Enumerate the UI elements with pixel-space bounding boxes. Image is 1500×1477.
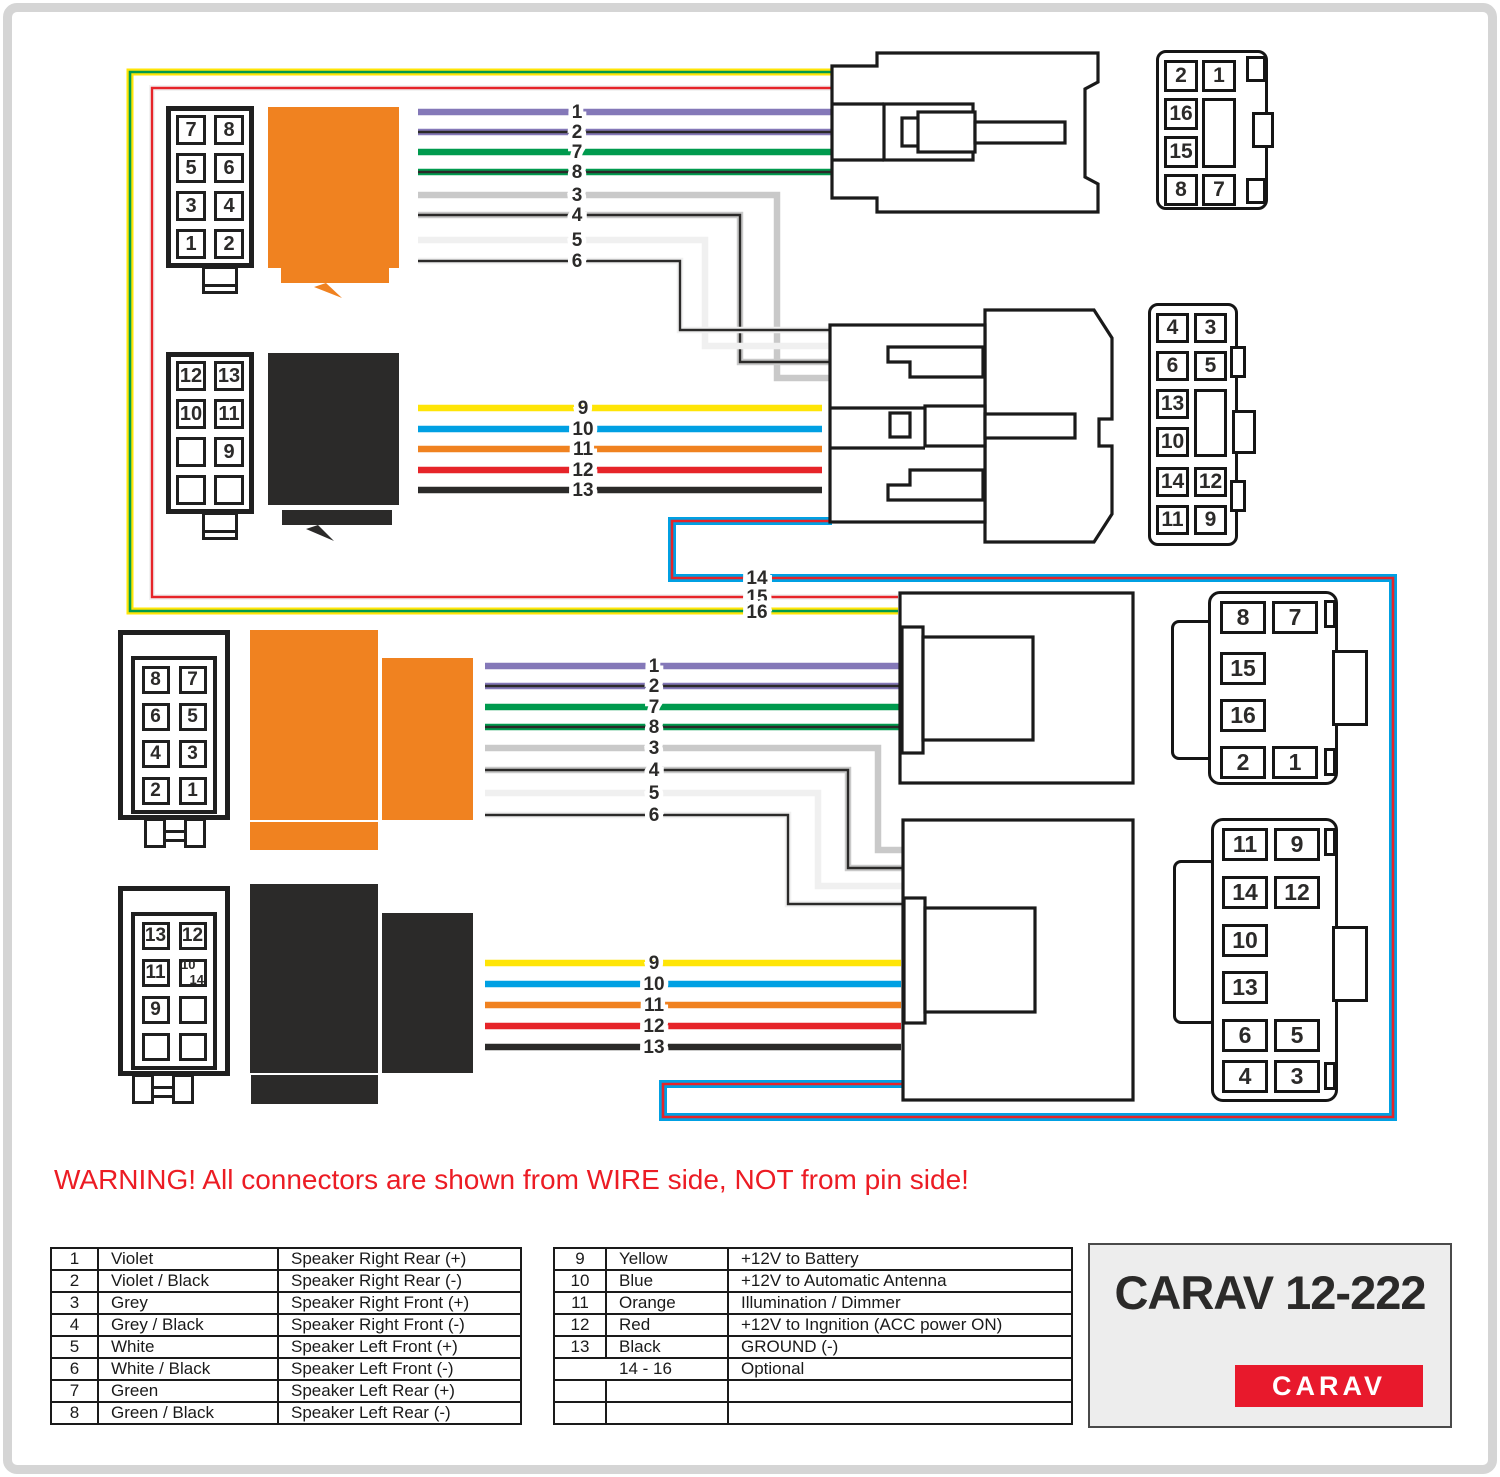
pin-cell: 15: [1220, 652, 1266, 685]
table-row: [51, 1270, 521, 1292]
pin-cell-dual-10-14: [178, 958, 206, 986]
table-row: [51, 1358, 521, 1380]
branding-panel: [1088, 1243, 1452, 1428]
wire-number: 6: [571, 251, 583, 272]
pin-cell: 8: [1164, 174, 1198, 206]
iso-connector-drawing-top-a: [832, 53, 1098, 212]
pin-cell: 2: [142, 777, 170, 805]
pin-cell: 6: [1156, 351, 1189, 381]
table-row: [51, 1402, 521, 1424]
wire-number: 16: [746, 602, 768, 623]
wire-color-cell: Green / Black: [98, 1402, 278, 1424]
wire-number: 1: [648, 656, 660, 677]
pin-grid-bottom-black: [131, 912, 217, 1070]
pin-cell: [176, 437, 206, 467]
black-connector-block-top: [268, 353, 399, 541]
wire-function-cell: +12V to Battery: [728, 1248, 1072, 1270]
wire-function-cell: [728, 1402, 1072, 1424]
pin-cell: 7: [1272, 601, 1318, 634]
pin-cell: 2: [1220, 746, 1266, 779]
wire-number: 5: [648, 783, 660, 804]
wire-color-cell: Grey / Black: [98, 1314, 278, 1336]
wire-function-cell: Speaker Right Rear (+): [278, 1248, 521, 1270]
wire-color-cell: Grey: [98, 1292, 278, 1314]
connector-key-prong: [144, 818, 166, 848]
wire-number-cell: 5: [51, 1336, 98, 1358]
wire-number-cell: 13: [554, 1336, 606, 1358]
wire-function-table-left: [50, 1247, 522, 1425]
pin-cell: 13: [214, 361, 244, 391]
wire-number: 7: [571, 142, 583, 163]
pin-cell: 11: [1222, 828, 1268, 861]
table-row: [554, 1292, 1072, 1314]
wire-number: 6: [648, 805, 660, 826]
wire-number-cell: 9: [554, 1248, 606, 1270]
latch-icon: [1332, 926, 1368, 1002]
wire-number-labels-top-speaker: [572, 102, 583, 272]
wire-function-cell: Speaker Left Front (-): [278, 1358, 521, 1380]
wire-function-cell: [728, 1380, 1072, 1402]
wire-color-cell: White / Black: [98, 1358, 278, 1380]
wire-number: 8: [648, 717, 660, 738]
wire-number: 2: [648, 676, 660, 697]
pin-cell: 6: [142, 703, 170, 731]
wire-number-cell: 7: [51, 1380, 98, 1402]
wire-number-cell: 8: [51, 1402, 98, 1424]
table-row: [51, 1380, 521, 1402]
wire-number: 4: [648, 760, 660, 781]
pin-cell: 12: [179, 922, 207, 950]
wire-number-labels-top-power: [572, 398, 593, 501]
pin-cell: 3: [179, 740, 207, 768]
latch-icon: [1332, 650, 1368, 726]
pin-cell: 9: [1194, 505, 1227, 535]
table-row: [554, 1402, 1072, 1424]
model-number: CARAV 12-222: [1114, 1266, 1426, 1319]
wire-number: 11: [643, 995, 665, 1016]
wire-function-cell: GROUND (-): [728, 1336, 1072, 1358]
pin-cell: 4: [214, 191, 244, 221]
connector-key-prong: [184, 818, 206, 848]
latch-icon: [1252, 112, 1274, 148]
black-connector-block-bottom: [250, 884, 473, 1104]
connector-key-prong: [132, 1074, 154, 1104]
wire-function-cell: Speaker Right Rear (-): [278, 1270, 521, 1292]
wire-function-cell: Speaker Left Front (+): [278, 1336, 521, 1358]
pin-cell: 11: [142, 959, 170, 987]
pin-cell: 16: [1220, 699, 1266, 732]
wire-number: 1: [571, 102, 583, 123]
wire-color-cell: Green: [98, 1380, 278, 1402]
wire-number-labels-bottom-speaker: [649, 656, 660, 826]
pin-cell: 5: [176, 153, 206, 183]
pin-cell: 16: [1164, 98, 1198, 130]
speaker-wires-top: [418, 112, 836, 378]
power-wires-top: [418, 408, 822, 490]
warning-text: WARNING! All connectors are shown from WIRE side, NOT from pin side!: [54, 1164, 969, 1195]
iso-connector-drawing-bottom-b: [903, 820, 1133, 1100]
wire-range-cell: 14 - 16: [554, 1358, 728, 1380]
wire-number-labels-optional: [746, 568, 768, 623]
wire-function-cell: Illumination / Dimmer: [728, 1292, 1072, 1314]
wire-number-cell: 4: [51, 1314, 98, 1336]
wire-number-cell: 1: [51, 1248, 98, 1270]
wire-color-cell: Violet: [98, 1248, 278, 1270]
pin-cell: 7: [179, 666, 207, 694]
wire-color-cell: Red: [606, 1314, 728, 1336]
latch-icon: [1324, 828, 1336, 856]
pin-cell: 8: [214, 115, 244, 145]
table-row: [554, 1248, 1072, 1270]
wire-function-cell: Speaker Left Rear (-): [278, 1402, 521, 1424]
pin-cell: 5: [1274, 1019, 1320, 1052]
wire-number: 4: [571, 205, 583, 226]
pin-cell: 9: [142, 996, 170, 1024]
wire-function-cell: +12V to Automatic Antenna: [728, 1270, 1072, 1292]
wire-number: 9: [577, 398, 589, 419]
wire-number-labels-bottom-power: [643, 953, 664, 1058]
pin-cell: 1: [1202, 60, 1236, 92]
pin-cell: [179, 996, 207, 1024]
wire-function-table-right: [553, 1247, 1073, 1425]
latch-icon: [1230, 346, 1246, 378]
wire-number-cell: [554, 1402, 606, 1424]
pin-cell-blank: [1194, 389, 1227, 457]
wire-number: 10: [643, 974, 665, 995]
wire-function-cell: Speaker Right Front (-): [278, 1314, 521, 1336]
connector-key-prong: [172, 1074, 194, 1104]
wire-number-cell: 2: [51, 1270, 98, 1292]
pin-cell: [142, 1033, 170, 1061]
pin-cell: [179, 1033, 207, 1061]
pin-cell: 3: [1274, 1060, 1320, 1093]
latch-icon: [1230, 480, 1246, 512]
pin-cell: 11: [1156, 505, 1189, 535]
table-row: [51, 1248, 521, 1270]
wire-number: 5: [571, 230, 583, 251]
pin-cell: 12: [1274, 876, 1320, 909]
latch-icon: [1324, 748, 1336, 776]
connector-key-line: [205, 530, 235, 533]
wire-number-cell: 11: [554, 1292, 606, 1314]
wire-number: 13: [643, 1037, 665, 1058]
orange-connector-block-top: [268, 107, 399, 298]
pin-cell: 14: [1156, 467, 1189, 497]
latch-icon: [1246, 56, 1266, 82]
pin-cell: 5: [1194, 351, 1227, 381]
pin-cell: [176, 475, 206, 505]
wire-number: 7: [648, 697, 660, 718]
wire-number: 11: [572, 439, 594, 460]
wire-color-cell: Black: [606, 1336, 728, 1358]
pin-cell: 12: [176, 361, 206, 391]
wire-function-cell: +12V to Ingnition (ACC power ON): [728, 1314, 1072, 1336]
latch-icon: [1232, 410, 1256, 454]
pin-cell: 3: [176, 191, 206, 221]
pin-grid-top-black: [166, 352, 254, 514]
pin-cell: 12: [1194, 467, 1227, 497]
pin-cell: 7: [176, 115, 206, 145]
pin-cell: 11: [214, 399, 244, 429]
pin-cell: 4: [142, 740, 170, 768]
wire-number: 12: [643, 1016, 665, 1037]
pin-number: 10: [181, 957, 196, 972]
wire-number: 3: [571, 185, 583, 206]
wire-color-cell: [606, 1402, 728, 1424]
wire-number: 14: [746, 568, 768, 589]
pin-cell: 4: [1222, 1060, 1268, 1093]
pin-cell: 14: [1222, 876, 1268, 909]
wire-function-cell: Speaker Right Front (+): [278, 1292, 521, 1314]
pin-grid-bottom-white: [131, 656, 217, 814]
wire-number-cell: [554, 1380, 606, 1402]
pin-cell: 7: [1202, 174, 1236, 206]
pin-cell: 10: [176, 399, 206, 429]
pin-cell: 13: [1222, 971, 1268, 1004]
pin-cell: 9: [214, 437, 244, 467]
pin-cell: 10: [1156, 427, 1189, 457]
wire-color-cell: Yellow: [606, 1248, 728, 1270]
pin-cell: 1: [179, 777, 207, 805]
table-row: [554, 1270, 1072, 1292]
wire-color-cell: Orange: [606, 1292, 728, 1314]
pin-cell: 15: [1164, 136, 1198, 168]
wire-number: 9: [648, 953, 660, 974]
wire-number: 13: [572, 480, 594, 501]
wire-number: 3: [648, 738, 660, 759]
wire-color-cell: Violet / Black: [98, 1270, 278, 1292]
table-row: [51, 1314, 521, 1336]
pin-cell: 8: [1220, 601, 1266, 634]
pin-cell-blank: [1202, 98, 1236, 168]
connector-key-line: [205, 284, 235, 287]
pin-number: 14: [189, 972, 204, 987]
table-row: [554, 1336, 1072, 1358]
table-row: [554, 1380, 1072, 1402]
pin-cell: 13: [142, 922, 170, 950]
connector-key-tab: [202, 512, 238, 540]
pin-cell: 10: [1222, 924, 1268, 957]
carav-logo: CARAV: [1235, 1365, 1423, 1407]
table-row: [554, 1358, 1072, 1380]
pin-cell: 1: [176, 229, 206, 259]
wire-number-cell: 10: [554, 1270, 606, 1292]
wire-function-cell: Speaker Left Rear (+): [278, 1380, 521, 1402]
iso-connector-drawing-top-b: [830, 310, 1112, 542]
wire-number: 10: [572, 419, 594, 440]
connector-key-tab: [202, 266, 238, 294]
table-row: [51, 1336, 521, 1358]
wire-number: 2: [571, 122, 583, 143]
latch-icon: [1246, 178, 1266, 204]
pin-grid-top-white: [166, 106, 254, 268]
pin-cell: 4: [1156, 313, 1189, 343]
wire-number-cell: 12: [554, 1314, 606, 1336]
orange-connector-block-bottom: [250, 630, 473, 850]
pin-cell: 1: [1272, 746, 1318, 779]
latch-icon: [1324, 600, 1336, 628]
wire-color-cell: White: [98, 1336, 278, 1358]
table-row: [554, 1314, 1072, 1336]
pin-cell: 6: [214, 153, 244, 183]
pin-cell: 3: [1194, 313, 1227, 343]
latch-icon: [1324, 1062, 1336, 1090]
pin-cell: 2: [1164, 60, 1198, 92]
pin-cell: 5: [179, 703, 207, 731]
wire-number-cell: 3: [51, 1292, 98, 1314]
pin-cell: 2: [214, 229, 244, 259]
wire-number-cell: 6: [51, 1358, 98, 1380]
power-wires-bottom: [485, 963, 901, 1047]
speaker-wires-bottom: [485, 666, 904, 904]
pin-cell: 8: [142, 666, 170, 694]
pin-cell: 13: [1156, 389, 1189, 419]
pin-cell: [214, 475, 244, 505]
wire-color-cell: Blue: [606, 1270, 728, 1292]
pin-cell: 6: [1222, 1019, 1268, 1052]
wire-number: 15: [746, 587, 768, 608]
wire-color-cell: [606, 1380, 728, 1402]
wire-function-cell: Optional: [728, 1358, 1072, 1380]
wire-number: 12: [572, 460, 594, 481]
wire-number: 8: [571, 162, 583, 183]
iso-connector-drawing-bottom-a: [900, 593, 1133, 783]
table-row: [51, 1292, 521, 1314]
pin-cell: 9: [1274, 828, 1320, 861]
